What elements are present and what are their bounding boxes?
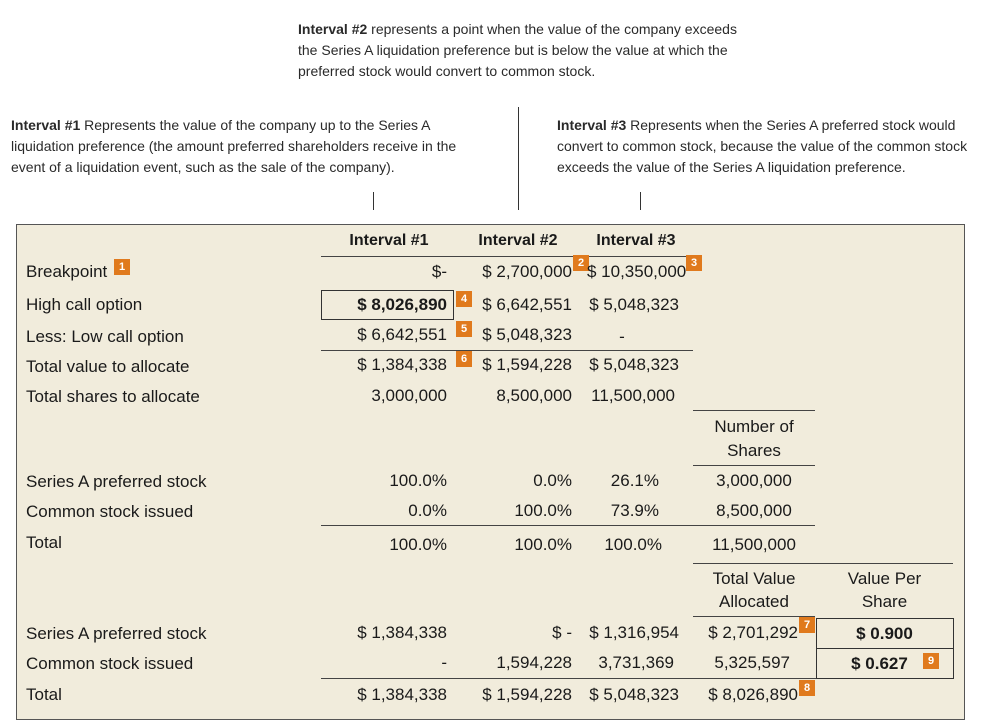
header-rule xyxy=(321,256,693,257)
total-pct-interval1: 100.0% xyxy=(389,535,447,554)
badge-2: 2 xyxy=(573,255,589,271)
interval3-connector xyxy=(640,192,641,210)
common-pct-interval3: 73.9% xyxy=(610,501,659,520)
vps-header-line1: Value Per xyxy=(847,569,922,588)
row-label-series-a-alloc: Series A preferred stock xyxy=(26,624,207,643)
badge-1: 1 xyxy=(114,259,130,275)
allocation-table xyxy=(16,224,965,720)
series-a-tva: $ 2,701,292 xyxy=(708,623,798,642)
total-alloc-interval3: $ 5,048,323 xyxy=(589,685,679,704)
interval3-note xyxy=(557,115,997,178)
total-pct-interval3: 100.0% xyxy=(604,535,662,554)
alloc-top-rule xyxy=(693,563,953,564)
total-alloc-interval2: $ 1,594,228 xyxy=(482,685,572,704)
total-tva: $ 8,026,890 xyxy=(708,685,798,704)
tva-header-rule xyxy=(693,616,815,617)
header-interval2: Interval #2 xyxy=(478,232,558,249)
series-a-vps: $ 0.900 xyxy=(856,624,913,643)
total-shares: 11,500,000 xyxy=(712,535,796,554)
series-a-alloc-interval1: $ 1,384,338 xyxy=(357,623,447,642)
badge-5: 5 xyxy=(456,321,472,337)
interval2-note-text: represents a point when the value of the company exceeds the Series A liquidation preference but is below the value at which the preferred stock would convert to common stock. xyxy=(298,21,737,79)
common-shares: 8,500,000 xyxy=(716,501,792,520)
interval1-note xyxy=(11,115,471,178)
badge-9: 9 xyxy=(923,653,939,669)
row-label-total-alloc: Total xyxy=(26,685,62,704)
common-tva: 5,325,597 xyxy=(714,653,790,672)
common-alloc-interval3: 3,731,369 xyxy=(598,653,674,672)
series-a-pct-interval2: 0.0% xyxy=(533,471,572,490)
row-label-common-alloc: Common stock issued xyxy=(26,654,194,673)
badge-8: 8 xyxy=(799,680,815,696)
tva-header-line2: Allocated xyxy=(719,592,789,611)
row-label-total-shares: Total shares to allocate xyxy=(26,387,200,406)
badge-6: 6 xyxy=(456,351,472,367)
low-call-interval2: $ 5,048,323 xyxy=(482,325,572,344)
vps-header-line2: Share xyxy=(861,592,908,611)
interval1-connector xyxy=(373,192,374,210)
breakpoint-interval1: $- xyxy=(431,262,447,281)
breakpoint-interval3: $ 10,350,000 xyxy=(587,262,687,281)
badge-7: 7 xyxy=(799,617,815,633)
breakpoint-interval2: $ 2,700,000 xyxy=(482,262,572,281)
total-value-interval3: $ 5,048,323 xyxy=(589,355,679,374)
shares-header-line1: Number of xyxy=(714,417,794,436)
common-pct-interval2: 100.0% xyxy=(514,501,572,520)
interval1-note-text: Represents the value of the company up to the Series A liquidation preference (the amount preferred shareholders receive in the event of a liquidation event, such as the sale of the company). xyxy=(11,117,457,175)
tva-header-line1: Total Value xyxy=(712,569,796,588)
alloc-total-rule xyxy=(321,678,816,679)
badge-4: 4 xyxy=(456,291,472,307)
row-label-high-call: High call option xyxy=(26,295,143,314)
interval2-connector xyxy=(518,107,519,210)
row-label-series-a-pct: Series A preferred stock xyxy=(26,472,207,491)
series-a-pct-interval1: 100.0% xyxy=(389,471,447,490)
header-interval1: Interval #1 xyxy=(349,232,429,249)
total-shares-interval1: 3,000,000 xyxy=(371,386,447,405)
row-label-low-call: Less: Low call option xyxy=(26,327,184,346)
common-pct-interval1: 0.0% xyxy=(408,501,447,520)
series-a-shares: 3,000,000 xyxy=(716,471,792,490)
interval2-note-label: Interval #2 xyxy=(298,21,368,37)
row-label-common-pct: Common stock issued xyxy=(26,502,194,521)
total-shares-interval3: 11,500,000 xyxy=(591,386,675,405)
header-interval3: Interval #3 xyxy=(596,232,676,249)
shares-header-rule xyxy=(693,465,815,466)
common-alloc-interval1: - xyxy=(441,653,447,672)
series-a-alloc-interval2: $ - xyxy=(552,623,572,642)
row-label-total-pct: Total xyxy=(26,533,62,552)
interval1-note-label: Interval #1 xyxy=(11,117,81,133)
pct-total-rule xyxy=(321,525,815,526)
high-call-interval3: $ 5,048,323 xyxy=(589,295,679,314)
low-call-interval1: $ 6,642,551 xyxy=(357,325,447,344)
interval3-note-text: Represents when the Series A preferred stock would convert to common stock, because the value of the common stock exceeds the value of the Series A liquidation preference. xyxy=(557,117,968,175)
row-label-breakpoint: Breakpoint xyxy=(26,262,108,281)
shares-header-line2: Shares xyxy=(727,441,781,460)
high-call-interval1: $ 8,026,890 xyxy=(357,295,447,314)
shares-top-rule xyxy=(693,410,815,411)
common-alloc-interval2: 1,594,228 xyxy=(496,653,572,672)
low-call-rule xyxy=(321,350,693,351)
total-value-interval2: $ 1,594,228 xyxy=(482,355,572,374)
common-vps: $ 0.627 xyxy=(851,654,908,673)
high-call-interval2: $ 6,642,551 xyxy=(482,295,572,314)
badge-3: 3 xyxy=(686,255,702,271)
row-label-total-value: Total value to allocate xyxy=(26,357,190,376)
series-a-alloc-interval3: $ 1,316,954 xyxy=(589,623,679,642)
interval3-note-label: Interval #3 xyxy=(557,117,627,133)
total-value-interval1: $ 1,384,338 xyxy=(357,355,447,374)
total-shares-interval2: 8,500,000 xyxy=(496,386,572,405)
total-pct-interval2: 100.0% xyxy=(514,535,572,554)
total-alloc-interval1: $ 1,384,338 xyxy=(357,685,447,704)
interval2-note xyxy=(298,19,738,82)
series-a-pct-interval3: 26.1% xyxy=(610,471,659,490)
low-call-interval3: - xyxy=(619,327,625,346)
